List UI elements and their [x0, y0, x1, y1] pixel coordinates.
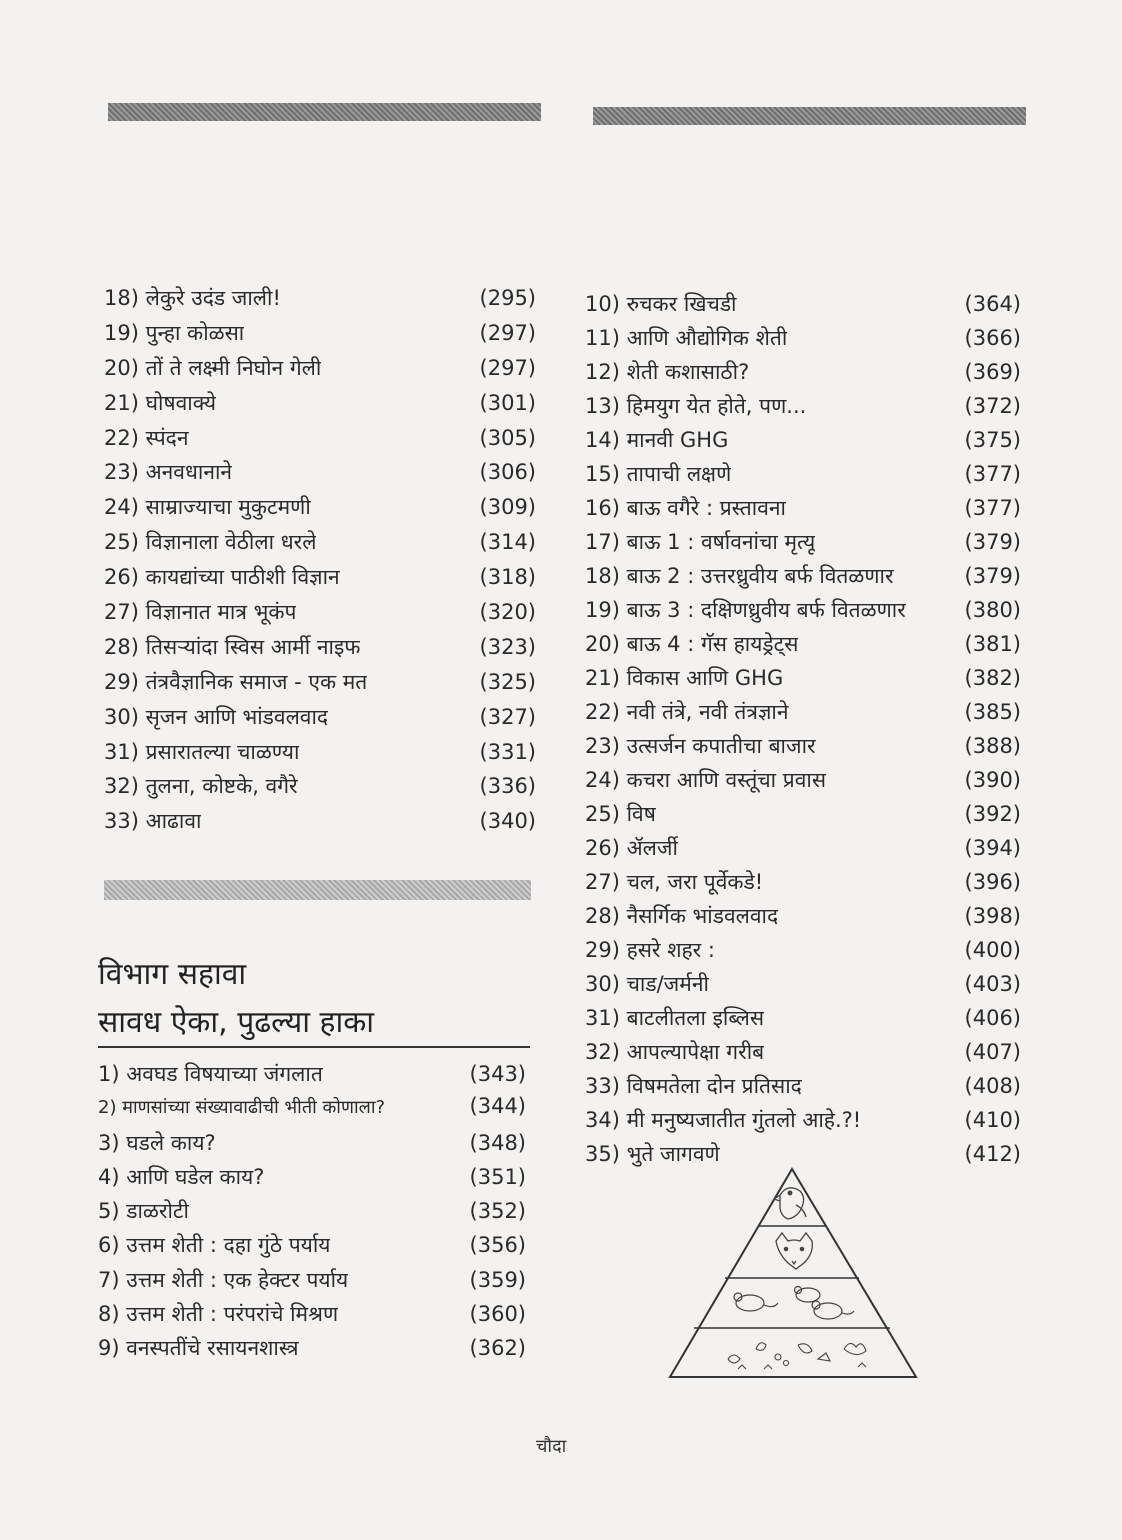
toc-entry	[98, 1231, 526, 1265]
toc-entry-page: (309)	[479, 495, 536, 520]
toc-entry-title: 32) आपल्यापेक्षा गरीब	[585, 1040, 765, 1064]
toc-entry	[104, 772, 536, 807]
toc-entry	[104, 284, 536, 319]
toc-list-right	[585, 290, 1021, 1174]
toc-entry	[98, 1163, 526, 1197]
toc-entry	[585, 324, 1021, 358]
toc-entry-title: 25) विष	[585, 802, 656, 826]
toc-entry	[104, 598, 536, 633]
toc-entry-title: 31) प्रसारातल्या चाळण्या	[104, 739, 300, 764]
section-divider	[98, 1046, 530, 1048]
toc-entry	[104, 633, 536, 668]
toc-entry-page: (377)	[964, 462, 1021, 486]
toc-entry	[585, 698, 1021, 732]
toc-entry-title: 16) बाऊ वगैरे : प्रस्तावना	[585, 496, 786, 520]
toc-entry	[585, 290, 1021, 324]
toc-entry-page: (375)	[964, 428, 1021, 452]
toc-entry-page: (336)	[479, 774, 536, 799]
toc-entry-page: (396)	[964, 870, 1021, 894]
toc-entry-title: 15) तापाची लक्षणे	[585, 462, 732, 486]
toc-entry-title: 24) कचरा आणि वस्तूंचा प्रवास	[585, 768, 827, 792]
toc-entry	[585, 1038, 1021, 1072]
toc-entry-title: 23) अनवधानाने	[104, 460, 233, 485]
pyramid-outline	[670, 1169, 916, 1377]
toc-entry-title: 12) शेती कशासाठी?	[585, 360, 750, 384]
toc-entry-title: 2) माणसांच्या संख्यावाढीची भीती कोणाला?	[98, 1097, 386, 1119]
toc-entry-title: 20) बाऊ 4 : गॅस हायड्रेट्स	[585, 632, 799, 656]
toc-entry	[585, 562, 1021, 596]
toc-entry-title: 5) डाळरोटी	[98, 1199, 189, 1224]
toc-entry-title: 19) पुन्हा कोळसा	[104, 320, 245, 345]
toc-entry-title: 35) भुते जागवणे	[585, 1142, 720, 1166]
toc-list-section6	[98, 1060, 526, 1369]
toc-entry-page: (392)	[964, 802, 1021, 826]
toc-entry-page: (410)	[964, 1108, 1021, 1132]
toc-entry-page: (320)	[479, 600, 536, 625]
toc-entry-page: (351)	[469, 1164, 526, 1189]
toc-entry-title: 10) रुचकर खिचडी	[585, 292, 737, 316]
toc-entry	[585, 902, 1021, 936]
toc-entry	[98, 1060, 526, 1094]
toc-entry-title: 6) उत्तम शेती : दहा गुंठे पर्याय	[98, 1233, 331, 1258]
toc-entry-title: 27) विज्ञानात मात्र भूकंप	[104, 600, 297, 625]
toc-entry-title: 18) बाऊ 2 : उत्तरध्रुवीय बर्फ वितळणार	[585, 564, 894, 588]
toc-entry-title: 27) चल, जरा पूर्वेकडे!	[585, 870, 764, 894]
toc-entry-page: (325)	[479, 669, 536, 694]
toc-entry-title: 34) मी मनुष्यजातीत गुंतलो आहे.?!	[585, 1108, 862, 1132]
toc-entry-page: (359)	[469, 1267, 526, 1292]
toc-entry-title: 29) हसरे शहर :	[585, 938, 715, 962]
toc-entry	[585, 358, 1021, 392]
toc-entry-page: (388)	[964, 734, 1021, 758]
toc-entry-title: 33) विषमतेला दोन प्रतिसाद	[585, 1074, 802, 1098]
toc-entry	[585, 460, 1021, 494]
toc-entry	[98, 1129, 526, 1163]
toc-entry	[585, 834, 1021, 868]
toc-list-left	[104, 284, 536, 842]
toc-entry-page: (362)	[469, 1336, 526, 1361]
toc-entry-page: (343)	[469, 1062, 526, 1086]
toc-entry	[98, 1197, 526, 1231]
toc-entry	[98, 1094, 526, 1128]
toc-entry	[104, 563, 536, 598]
section-title: विभाग सहावा	[98, 957, 247, 992]
toc-entry-page: (394)	[964, 836, 1021, 860]
toc-entry-title: 19) बाऊ 3 : दक्षिणध्रुवीय बर्फ वितळणार	[585, 598, 906, 622]
toc-entry-title: 4) आणि घडेल काय?	[98, 1164, 265, 1189]
toc-entry-page: (340)	[479, 809, 536, 834]
toc-entry-page: (314)	[479, 530, 536, 555]
toc-entry-page: (348)	[469, 1130, 526, 1155]
toc-entry	[98, 1334, 526, 1368]
toc-entry-page: (344)	[469, 1094, 526, 1119]
toc-entry	[104, 389, 536, 424]
toc-entry-page: (301)	[479, 390, 536, 415]
toc-entry	[585, 868, 1021, 902]
toc-entry-title: 33) आढावा	[104, 809, 202, 834]
toc-entry-title: 1) अवघड विषयाच्या जंगलात	[98, 1062, 323, 1086]
toc-entry-title: 26) कायद्यांच्या पाठीशी विज्ञान	[104, 565, 340, 590]
toc-entry-page: (407)	[964, 1040, 1021, 1064]
toc-entry-page: (305)	[479, 425, 536, 450]
toc-entry	[585, 800, 1021, 834]
toc-entry	[104, 424, 536, 459]
toc-entry-title: 23) उत्सर्जन कपातीचा बाजार	[585, 734, 816, 758]
toc-entry-title: 8) उत्तम शेती : परंपरांचे मिश्रण	[98, 1302, 339, 1327]
toc-entry	[585, 494, 1021, 528]
toc-entry-title: 13) हिमयुग येत होते, पण...	[585, 394, 807, 418]
food-chain-pyramid-illustration	[668, 1163, 920, 1381]
toc-entry-title: 20) तों ते लक्ष्मी निघोन गेली	[104, 355, 322, 380]
toc-entry-page: (377)	[964, 496, 1021, 520]
toc-entry	[585, 392, 1021, 426]
toc-entry-page: (380)	[964, 598, 1021, 622]
toc-entry	[585, 630, 1021, 664]
toc-entry-title: 24) साम्राज्याचा मुकुटमणी	[104, 495, 311, 520]
toc-entry	[104, 668, 536, 703]
toc-entry-page: (352)	[469, 1199, 526, 1224]
toc-entry	[585, 664, 1021, 698]
toc-entry-title: 30) चाड/जर्मनी	[585, 972, 709, 996]
toc-entry-page: (408)	[964, 1074, 1021, 1098]
toc-entry-title: 21) विकास आणि GHG	[585, 666, 784, 690]
toc-entry-page: (379)	[964, 564, 1021, 588]
toc-entry-page: (403)	[964, 972, 1021, 996]
toc-entry-title: 17) बाऊ 1 : वर्षावनांचा मृत्यू	[585, 530, 816, 554]
toc-entry-page: (372)	[964, 394, 1021, 418]
toc-entry-page: (406)	[964, 1006, 1021, 1030]
toc-entry-page: (297)	[479, 355, 536, 380]
toc-entry-page: (366)	[964, 326, 1021, 350]
toc-entry	[98, 1300, 526, 1334]
toc-entry-title: 32) तुलना, कोष्टके, वगैरे	[104, 774, 298, 799]
toc-entry-page: (385)	[964, 700, 1021, 724]
toc-entry-page: (369)	[964, 360, 1021, 384]
decorative-bar-top-left	[108, 103, 541, 121]
toc-entry-page: (382)	[964, 666, 1021, 690]
toc-entry-title: 28) नैसर्गिक भांडवलवाद	[585, 904, 779, 928]
toc-entry-page: (327)	[479, 704, 536, 729]
toc-entry-page: (360)	[469, 1302, 526, 1327]
toc-entry-title: 3) घडले काय?	[98, 1130, 216, 1155]
toc-entry-title: 21) घोषवाक्ये	[104, 390, 217, 415]
toc-entry	[585, 970, 1021, 1004]
toc-entry	[104, 319, 536, 354]
toc-entry	[585, 426, 1021, 460]
toc-entry	[104, 528, 536, 563]
toc-entry-title: 29) तंत्रवैज्ञानिक समाज - एक मत	[104, 669, 368, 694]
toc-entry	[98, 1266, 526, 1300]
toc-entry	[585, 596, 1021, 630]
toc-entry	[585, 1106, 1021, 1140]
toc-entry-page: (398)	[964, 904, 1021, 928]
toc-entry-title: 18) लेकुरे उदंड जाली!	[104, 286, 281, 310]
toc-entry	[585, 766, 1021, 800]
decorative-bar-top-right	[593, 107, 1026, 125]
toc-entry-page: (295)	[479, 286, 536, 310]
toc-entry	[585, 732, 1021, 766]
toc-entry-title: 7) उत्तम शेती : एक हेक्टर पर्याय	[98, 1267, 349, 1292]
toc-entry	[104, 807, 536, 842]
toc-entry-title: 28) तिसऱ्यांदा स्विस आर्मी नाइफ	[104, 634, 361, 659]
toc-entry	[104, 493, 536, 528]
toc-entry-title: 26) ॲलर्जी	[585, 836, 678, 860]
toc-entry-title: 31) बाटलीतला इब्लिस	[585, 1006, 765, 1030]
toc-entry-page: (323)	[479, 634, 536, 659]
toc-entry	[104, 458, 536, 493]
section-subtitle: सावध ऐका, पुढल्या हाका	[98, 1005, 375, 1040]
decorative-bar-section6	[104, 880, 531, 900]
toc-entry-page: (356)	[469, 1233, 526, 1258]
toc-entry	[585, 936, 1021, 970]
insects-plants-icon	[728, 1343, 866, 1369]
toc-entry-title: 30) सृजन आणि भांडवलवाद	[104, 704, 329, 729]
toc-entry-page: (381)	[964, 632, 1021, 656]
toc-entry-title: 25) विज्ञानाला वेठीला धरले	[104, 530, 317, 555]
toc-entry-page: (390)	[964, 768, 1021, 792]
toc-entry-page: (379)	[964, 530, 1021, 554]
toc-entry-page: (364)	[964, 292, 1021, 316]
toc-entry-title: 22) स्पंदन	[104, 425, 189, 450]
toc-entry-page: (400)	[964, 938, 1021, 962]
toc-entry-title: 9) वनस्पतींचे रसायनशास्त्र	[98, 1336, 299, 1361]
toc-entry	[585, 528, 1021, 562]
toc-entry	[585, 1004, 1021, 1038]
toc-entry	[104, 354, 536, 389]
rats-icon	[734, 1287, 854, 1320]
toc-entry-title: 14) मानवी GHG	[585, 428, 729, 452]
toc-entry-page: (412)	[964, 1142, 1021, 1166]
toc-entry	[104, 738, 536, 773]
page-number-footer: चौदा	[536, 1436, 567, 1457]
toc-entry-page: (331)	[479, 739, 536, 764]
toc-entry-page: (318)	[479, 565, 536, 590]
toc-entry-page: (306)	[479, 460, 536, 485]
fox-icon	[776, 1233, 812, 1269]
toc-entry	[104, 703, 536, 738]
toc-entry-page: (297)	[479, 320, 536, 345]
toc-entry	[585, 1072, 1021, 1106]
toc-entry-title: 11) आणि औद्योगिक शेती	[585, 326, 788, 350]
toc-entry-title: 22) नवी तंत्रे, नवी तंत्रज्ञाने	[585, 700, 789, 724]
